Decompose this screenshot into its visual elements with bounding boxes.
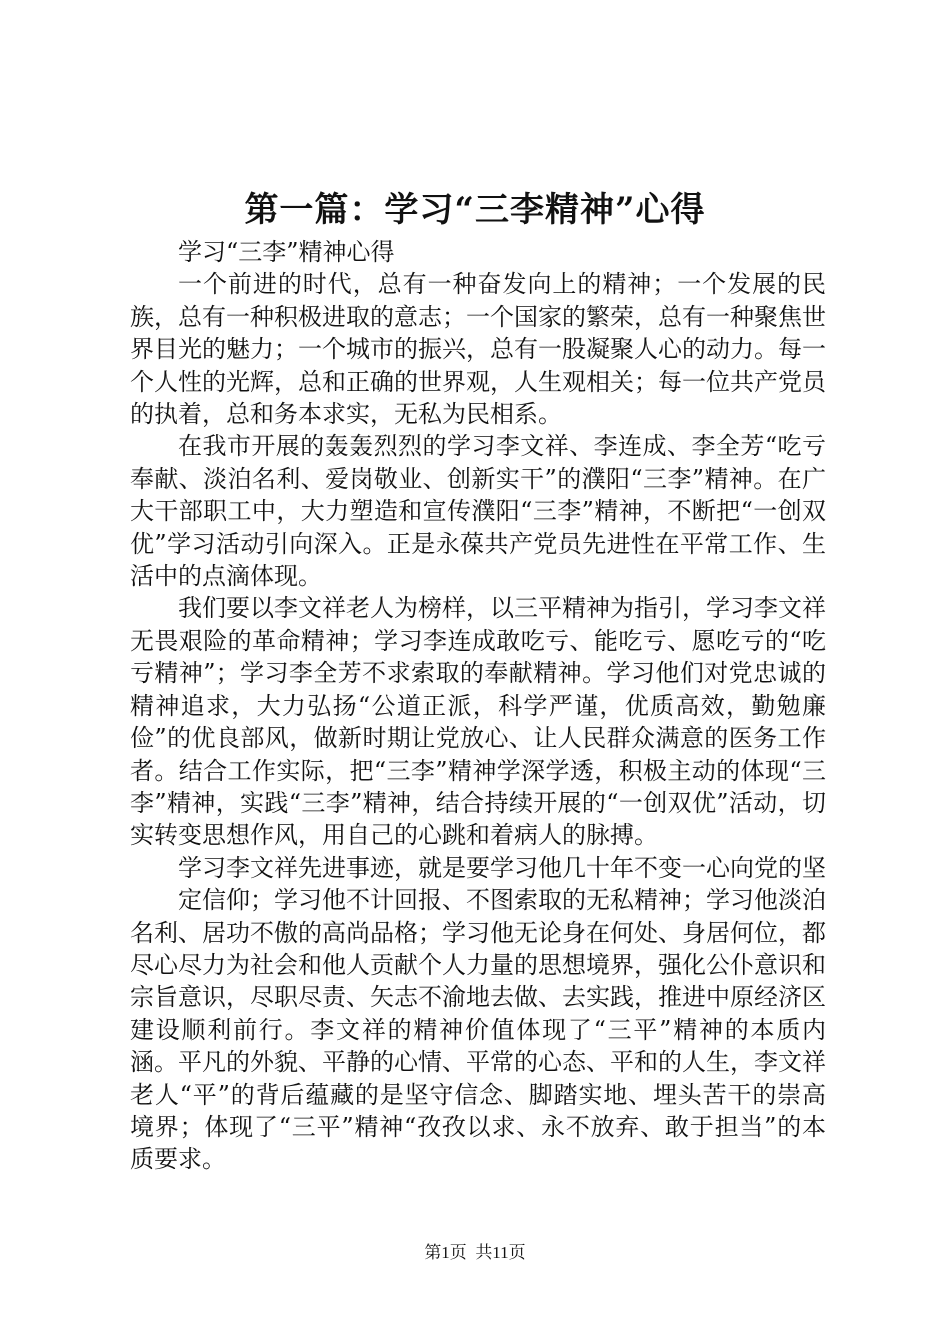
paragraph: 我们要以李文祥老人为榜样，以三平精神为指引，学习李文祥无畏艰险的革命精神；学习李连成敢吃亏、能吃亏、愿吃亏的“吃亏精神”；学习李全芳不求索取的奉献精神。学习他们对党忠诚的精神追求，大力弘扬“公道正派，科学严谨，优质高效，勤勉廉俭”的优良部风，做新时期让党放心、让人民群众满意的医务工作者。结合工作实际，把“三李”精神学深学透，积极主动的体现“三李”精神，实践“三李”精神，结合持续开展的“一创双优”活动，切实转变思想作风，用自己的心跳和着病人的脉搏。 <box>130 594 826 850</box>
paragraph: 一个前进的时代，总有一种奋发向上的精神；一个发展的民族，总有一种积极进取的意志；一个国家的繁荣，总有一种聚焦世界目光的魅力；一个城市的振兴，总有一股凝聚人心的动力。每一个人性的光辉，总和正确的世界观，人生观相关；每一位共产党员的执着，总和务本求实，无私为民相系。 <box>130 270 826 429</box>
page-footer <box>0 1241 950 1265</box>
paragraph: 在我市开展的轰轰烈烈的学习李文祥、李连成、李全芳“吃亏奉献、淡泊名利、爱岗敬业、创新实干”的濮阳“三李”精神。在广大干部职工中，大力塑造和宣传濮阳“三李”精神，不断把“一创双优”学习活动引向深入。正是永葆共产党员先进性在平常工作、生活中的点滴体现。 <box>130 432 826 591</box>
paragraph-subtitle: 学习“三李”精神心得 <box>178 238 395 266</box>
document-title: 第一篇：学习“三李精神”心得 <box>244 190 706 230</box>
page-total: 共11页 <box>475 1243 526 1262</box>
paragraph: 学习李文祥先进事迹，就是要学习他几十年不变一心向党的坚 <box>178 853 826 882</box>
page-number: 第1页 <box>424 1243 467 1262</box>
paragraph: 定信仰；学习他不计回报、不图索取的无私精神；学习他淡泊名利、居功不傲的高尚品格；学习他无论身在何处、身居何位，都尽心尽力为社会和他人贡献个人力量的思想境界，强化公仆意识和宗旨意识，尽职尽责、矢志不渝地去做、去实践，推进中原经济区建设顺利前行。李文祥的精神价值体现了“三平”精神的本质内涵。平凡的外貌、平静的心情、平常的心态、平和的人生，李文祥老人“平”的背后蕴藏的是坚守信念、脚踏实地、埋头苦干的崇高境界；体现了“三平”精神“孜孜以求、永不放弃、敢于担当”的本质要求。 <box>130 886 826 1174</box>
document-body <box>130 236 826 1176</box>
